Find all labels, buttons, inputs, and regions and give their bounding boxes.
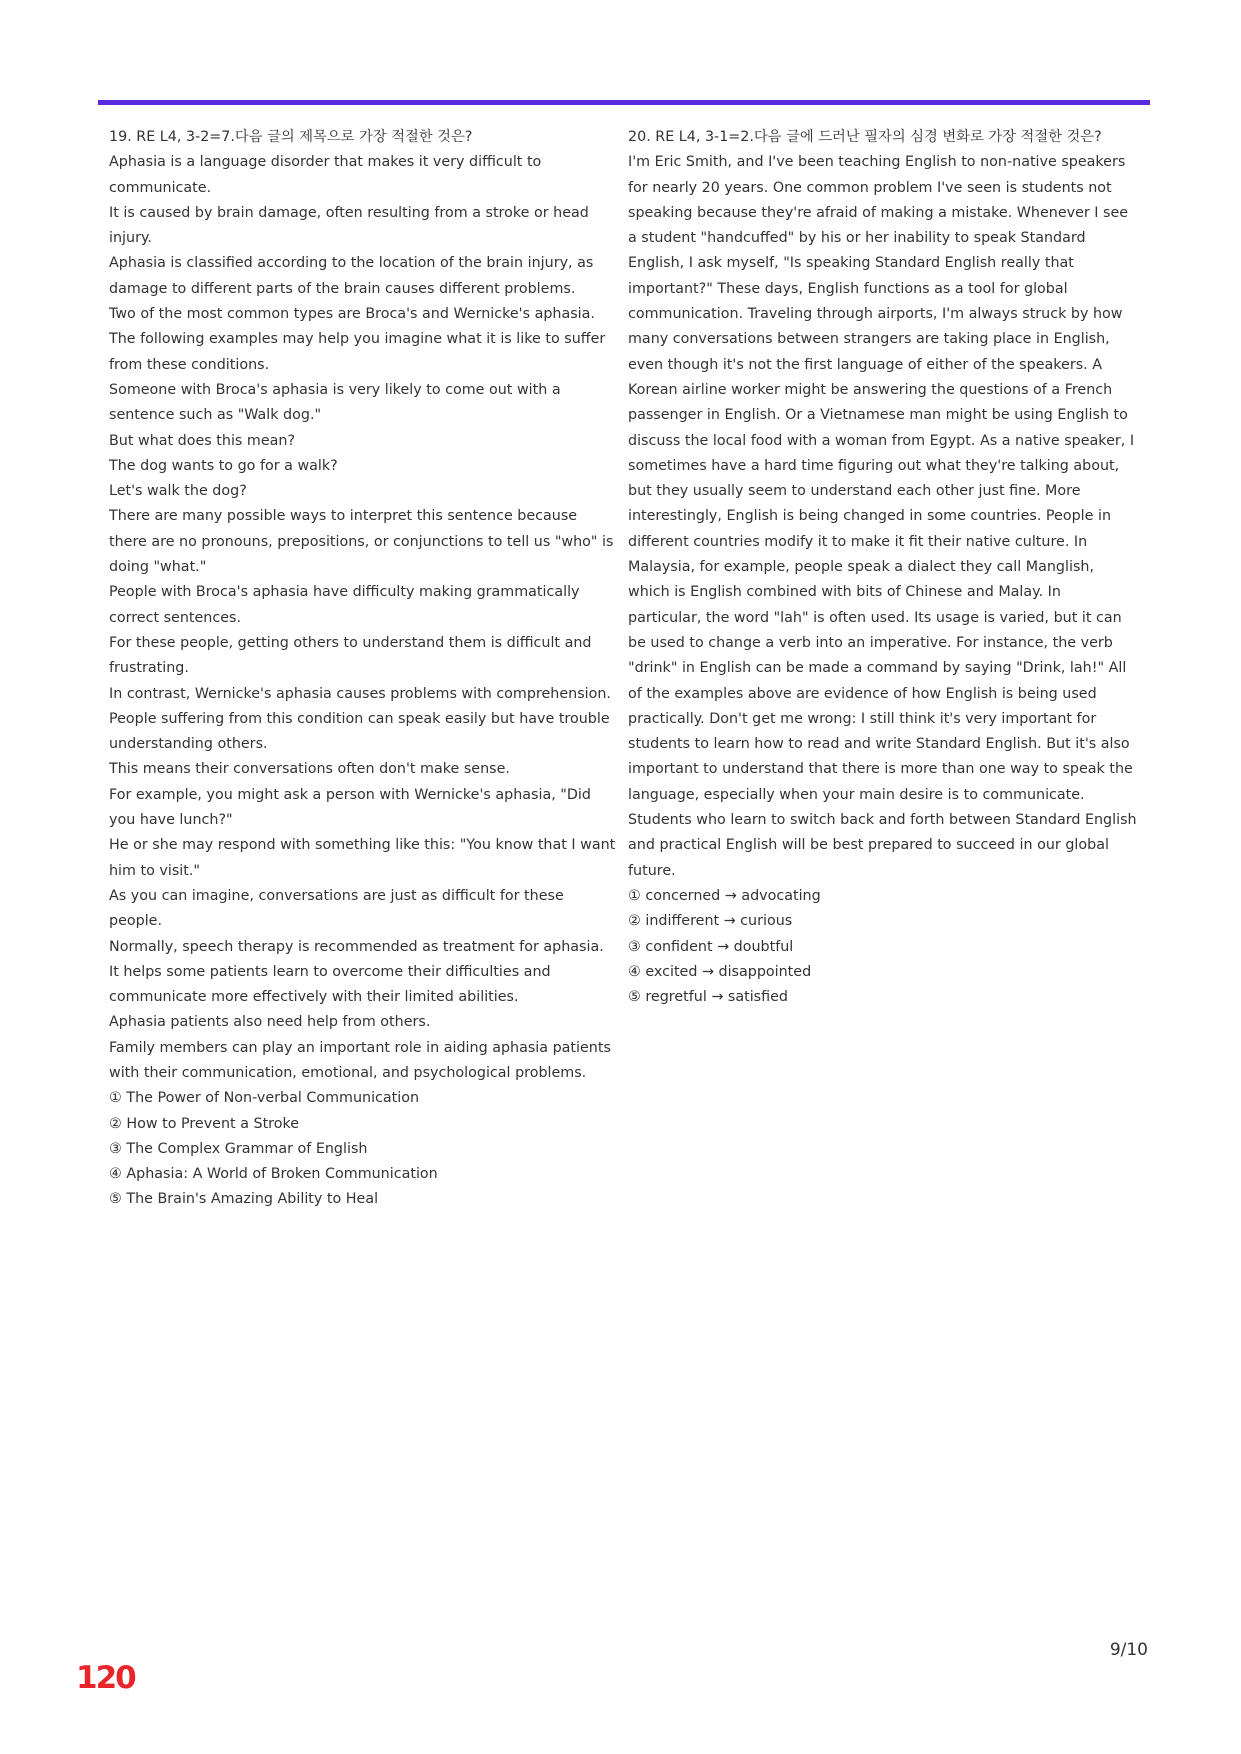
answer-options <box>628 884 1138 1010</box>
passage-sentence: Someone with Broca's aphasia is very likely to come out with a sentence such as "Walk dog." <box>109 381 561 424</box>
passage-sentence: Aphasia patients also need help from others. <box>109 1014 431 1031</box>
passage-sentence: It helps some patients learn to overcome their difficulties and communicate more effectively with their limited abilities. <box>109 963 551 1006</box>
passage-sentence: But what does this mean? <box>109 432 296 449</box>
passage-sentence: He or she may respond with something like this: "You know that I want him to visit." <box>109 837 616 879</box>
answer-option-3: ③ The Complex Grammar of English <box>109 1140 368 1157</box>
passage-sentence: Aphasia is a language disorder that makes it very difficult to communicate. <box>109 154 542 196</box>
passage-sentence: Aphasia is classified according to the location of the brain injury, as damage to different parts of the brain causes different problems. <box>109 255 594 297</box>
answer-option-4: ④ excited → disappointed <box>628 963 812 980</box>
passage-sentence: Family members can play an important role in aiding aphasia patients with their communication, emotional, and psychological problems. <box>109 1039 611 1081</box>
question-heading: 20. RE L4, 3-1=2.다음 글에 드러난 필자의 심경 변화로 가장 적절한 것은? <box>628 129 1102 145</box>
answer-option-1: ① The Power of Non-verbal Communication <box>109 1090 420 1107</box>
answer-option-2: ② How to Prevent a Stroke <box>109 1115 300 1132</box>
answer-option-3: ③ confident → doubtful <box>628 938 794 955</box>
passage-sentence: For example, you might ask a person with Wernicke's aphasia, "Did you have lunch?" <box>109 786 591 829</box>
passage-sentence: For these people, getting others to understand them is difficult and frustrating. <box>109 634 592 677</box>
question-heading: 19. RE L4, 3-2=7.다음 글의 제목으로 가장 적절한 것은? <box>109 129 473 145</box>
passage-sentence: As you can imagine, conversations are just as difficult for these people. <box>109 887 564 930</box>
passage-sentence: Normally, speech therapy is recommended as treatment for aphasia. <box>109 938 604 955</box>
passage-sentence: People suffering from this condition can speak easily but have trouble understanding others. <box>109 710 610 753</box>
passage-sentence: In contrast, Wernicke's aphasia causes problems with comprehension. <box>109 685 611 702</box>
question-passage: I'm Eric Smith, and I've been teaching English to non-native speakers for nearly 20 years. One common problem I've seen is students not speaking because they're afraid of making a mistake. Whenever I see a student "handcuffed" by his or her inability to speak Standard English, I ask myself, "Is speaking Standard English really that important?" These days, English functions as a tool for global communication. Traveling through airports, I'm always struck by how many conversations between strangers are taking place in English, even though it's not the first language of either of the speakers. A Korean airline worker might be answering the questions of a French passenger in English. Or a Vietnamese man might be using English to discuss the local food with a woman from Egypt. As a native speaker, I sometimes have a hard time figuring out what they're talking about, but they usually seem to understand each other just fine. More interestingly, English is being changed in some countries. People in different countries modify it to make it fit their native culture. In Malaysia, for example, people speak a dialect they call Manglish, which is English combined with bits of Chinese and Malay. In particular, the word "lah" is often used. Its usage is varied, but it can be used to change a verb into an imperative. For instance, the verb "drink" in English can be made a command by saying "Drink, lah!" All of the examples above are evidence of how English is being used practically. Don't get me wrong: I still think it's very important for students to learn how to read and write Standard English. But it's also important to understand that there is more than one way to speak the language, especially when your main desire is to communicate. Students who learn to switch back and forth between Standard English and practical English will be best prepared to succeed in our global future. <box>628 154 1137 879</box>
passage-sentence: People with Broca's aphasia have difficulty making grammatically correct sentences. <box>109 584 580 626</box>
passage-sentence: Let's walk the dog? <box>109 483 247 500</box>
answer-option-2: ② indifferent → curious <box>628 913 793 930</box>
passage-sentence: The dog wants to go for a walk? <box>109 457 338 474</box>
answer-option-5: ⑤ regretful → satisfied <box>628 989 789 1006</box>
question-passage <box>109 150 617 1086</box>
book-page-number: 120 <box>76 1660 135 1696</box>
passage-sentence: It is caused by brain damage, often resulting from a stroke or head injury. <box>109 204 589 247</box>
passage-sentence: There are many possible ways to interpret this sentence because there are no pronouns, prepositions, or conjunctions to tell us "who" is doing "what." <box>109 508 614 576</box>
answer-options <box>109 1086 617 1212</box>
passage-sentence: This means their conversations often don't make sense. <box>109 761 510 778</box>
passage-sentence: The following examples may help you imagine what it is like to suffer from these conditions. <box>109 331 606 373</box>
answer-option-4: ④ Aphasia: A World of Broken Communication <box>109 1166 438 1183</box>
header-rule <box>98 100 1150 105</box>
page-indicator: 9/10 <box>1109 1640 1148 1660</box>
answer-option-1: ① concerned → advocating <box>628 887 821 904</box>
question-19 <box>109 125 617 1213</box>
passage-sentence: Two of the most common types are Broca's and Wernicke's aphasia. <box>109 306 595 323</box>
question-20 <box>628 125 1138 1010</box>
answer-option-5: ⑤ The Brain's Amazing Ability to Heal <box>109 1191 379 1208</box>
